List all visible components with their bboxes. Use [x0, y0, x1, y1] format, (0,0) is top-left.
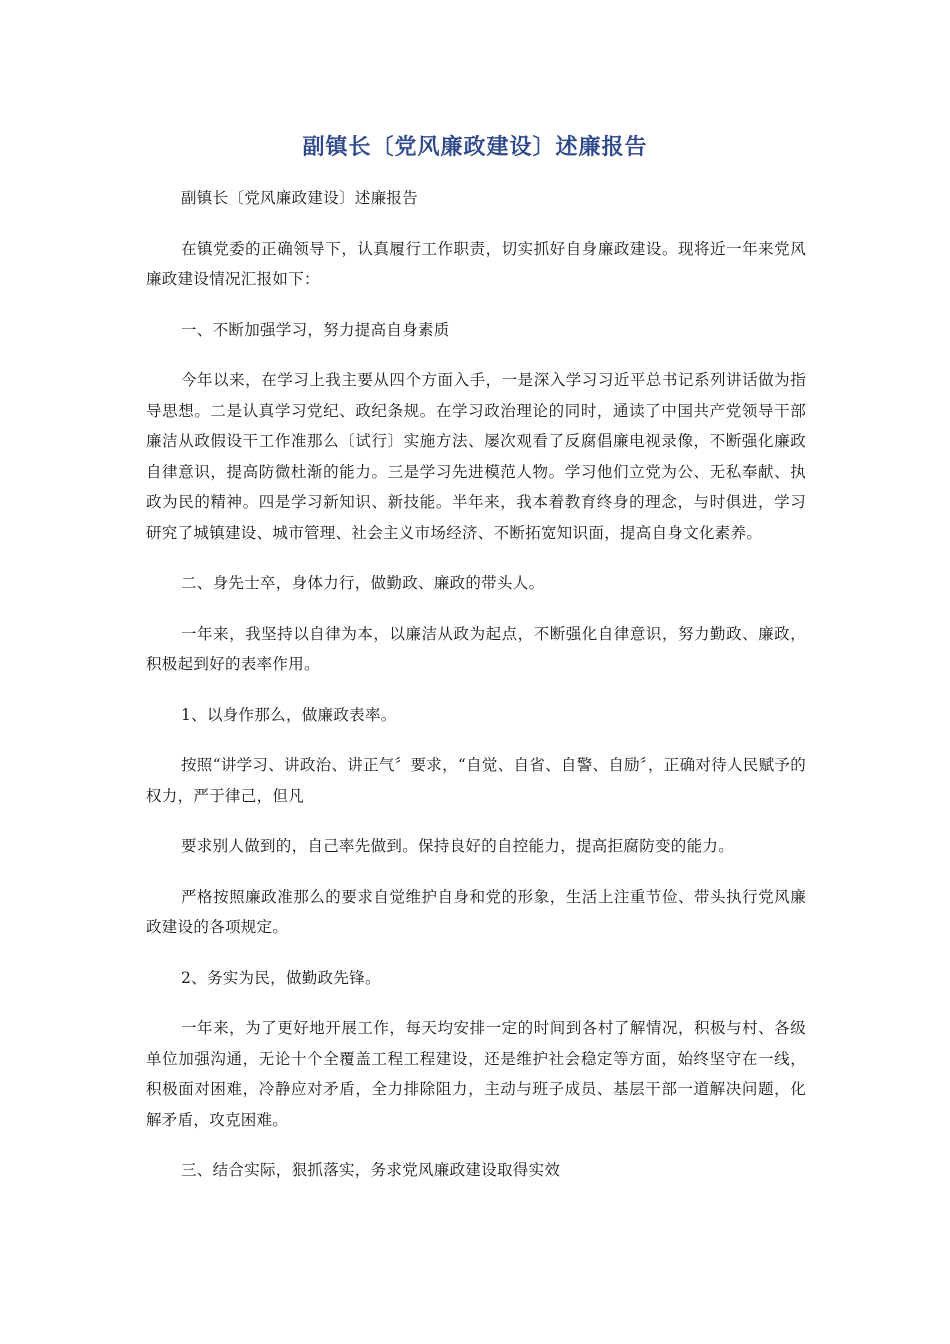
document-body [146, 183, 806, 1206]
paragraph-subtitle: 副镇长〔党风廉政建设〕述廉报告 [181, 189, 419, 207]
subheading-2: 2、务实为民，做勤政先锋。 [181, 968, 381, 987]
section-heading-1: 一、不断加强学习，努力提高自身素质 [181, 320, 450, 339]
paragraph-requirements: 按照“讲学习、讲政治、讲正气〞要求，“自觉、自省、自警、自励〞，正确对待人民赋予的权力，严于律己，但凡 [146, 756, 806, 805]
section-heading-2: 二、身先士卒，身体力行，做勤政、廉政的带头人。 [181, 574, 545, 592]
paragraph-self-control: 要求别人做到的，自己率先做到。保持良好的自控能力，提高拒腐防变的能力。 [181, 837, 735, 855]
subheading-1: 1、以身作那么，做廉政表率。 [181, 705, 397, 724]
document-title: 副镇长〔党风廉政建设〕述廉报告 [302, 135, 648, 160]
paragraph-intro: 在镇党委的正确领导下，认真履行工作职责，切实抓好自身廉政建设。现将近一年来党风廉政建设情况汇报如下： [146, 239, 806, 288]
paragraph-self-discipline: 一年来，我坚持以自律为本，以廉洁从政为起点，不断强化自律意识，努力勤政、廉政，积极起到好的表率作用。 [146, 624, 806, 673]
paragraph-image: 严格按照廉政准那么的要求自觉维护自身和党的形象，生活上注重节俭、带头执行党风廉政建设的各项规定。 [146, 887, 806, 936]
section-heading-3: 三、结合实际，狠抓落实，务求党风廉政建设取得实效 [181, 1161, 561, 1179]
paragraph-study: 今年以来，在学习上我主要从四个方面入手，一是深入学习习近平总书记系列讲话做为指导思想。二是认真学习党纪、政纪条规。在学习政治理论的同时，通读了中国共产党领导干部廉洁从政假设干工作准那么〔试行〕实施方法、屡次观看了反腐倡廉电视录像，不断强化廉政自律意识，提高防微杜渐的能力。三是学习先进模范人物。学习他们立党为公、无私奉献、执政为民的精神。四是学习新知识、新技能。半年来，我本着教育终身的理念，与时俱进，学习研究了城镇建设、城市管理、社会主义市场经济、不断拓宽知识面，提高自身文化素养。 [146, 371, 806, 542]
paragraph-field-work: 一年来，为了更好地开展工作，每天均安排一定的时间到各村了解情况，积极与村、各级单位加强沟通，无论十个全覆盖工程工程建设，还是维护社会稳定等方面，始终坚守在一线，积极面对困难，冷静应对矛盾，全力排除阻力，主动与班子成员、基层干部一道解决问题，化解矛盾，攻克困难。 [146, 1019, 806, 1129]
